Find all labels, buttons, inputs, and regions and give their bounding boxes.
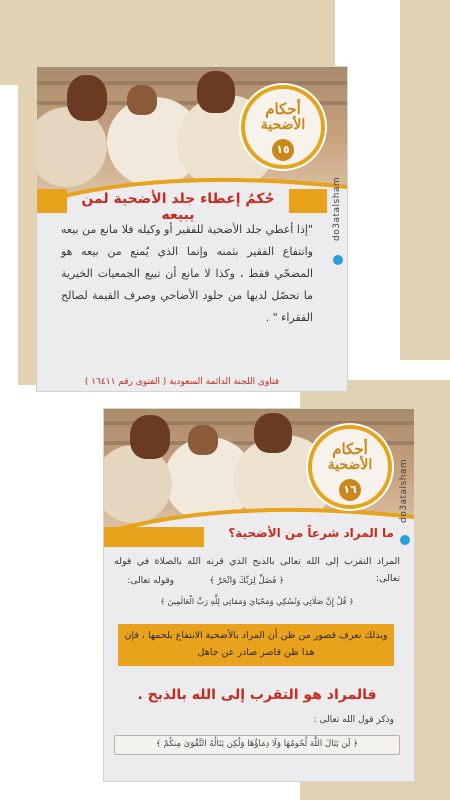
highlight-box: وبذلك نعرف قصور من ظن أن المراد بالأضحية الانتفاع بلحمها ، فإن هذا ظن قاصر صادر عن جاهل xyxy=(118,624,394,666)
sheep-head xyxy=(254,413,292,453)
backdrop-block-right xyxy=(400,0,450,360)
card-title: ما المراد شرعاً من الأضحية؟ xyxy=(228,526,394,540)
sheep-head xyxy=(197,71,235,113)
series-badge xyxy=(308,425,392,509)
badge-number: ١٦ xyxy=(339,479,361,501)
sheep-head xyxy=(130,415,170,459)
verse-2: ﴿ قُلْ إِنَّ صَلَاتِي وَنُسُكِي وَمَحْيَايَ وَمَمَاتِي لِلَّهِ رَبِّ الْعَالَمِينَ ﴾ xyxy=(160,597,354,606)
verse-3: ﴿ لَن يَنَالَ اللَّهَ لُحُومُهَا وَلَا دِمَاؤُهَا وَلَٰكِن يَنَالُهُ التَّقْوَىٰ مِنكُمْ ﴾ xyxy=(114,735,400,755)
telegram-handle: do3atalsham xyxy=(332,177,342,242)
badge-number: ١٥ xyxy=(272,139,294,161)
conclusion-text: فالمراد هو التقرب إلى الله بالذبح . xyxy=(137,687,377,703)
series-badge xyxy=(241,85,325,169)
title-band xyxy=(37,189,67,213)
telegram-handle: do3atalsham xyxy=(399,459,409,524)
ruling-card-16 xyxy=(103,408,415,782)
verse-1-tail: وقوله تعالى: xyxy=(127,576,174,586)
verse-1: ﴿ فَصَلِّ لِرَبِّكَ وَانْحَرْ ﴾ xyxy=(209,576,284,586)
badge-line2: الأضحية xyxy=(327,457,373,473)
source-citation: فتاوى اللجنة الدائمة السعودية ( الفتوى رقم ١٦٤١١ ) xyxy=(84,377,280,387)
verse-3-intro: وذكر قول الله تعالى : xyxy=(313,715,394,725)
badge-line1: أحكام xyxy=(332,440,368,458)
sheep-head xyxy=(188,425,218,455)
telegram-icon xyxy=(400,535,410,545)
title-band xyxy=(104,527,204,547)
intro-paragraph: المراد التقرب إلى الله تعالى بالذبح الذي قرنه الله بالصلاة في قوله تعالى: xyxy=(114,556,400,584)
card-title: حُكمُ إعطاء جلد الأضحية لمن يبيعه xyxy=(81,191,275,223)
ruling-body: "إذا أعطي جلد الأضحية للفقير أو وكيله فلا مانع من بيعه وانتفاع الفقير بثمنه وإنما الذي يُمنع من بيعه هو المضحّي فقط ، وكذا لا مانع أن تبيع الجمعيات الخيرية ما تحصّل لديها من جلود الأضاحي وصرف القيمة لصالح الفقراء " . xyxy=(61,223,313,324)
ruling-card-15 xyxy=(36,66,348,392)
telegram-icon xyxy=(333,255,343,265)
title-band xyxy=(289,189,327,213)
badge-line1: أحكام xyxy=(265,100,301,118)
badge-line2: الأضحية xyxy=(260,117,306,133)
sheep-head xyxy=(67,75,107,121)
sheep-head xyxy=(127,85,157,115)
